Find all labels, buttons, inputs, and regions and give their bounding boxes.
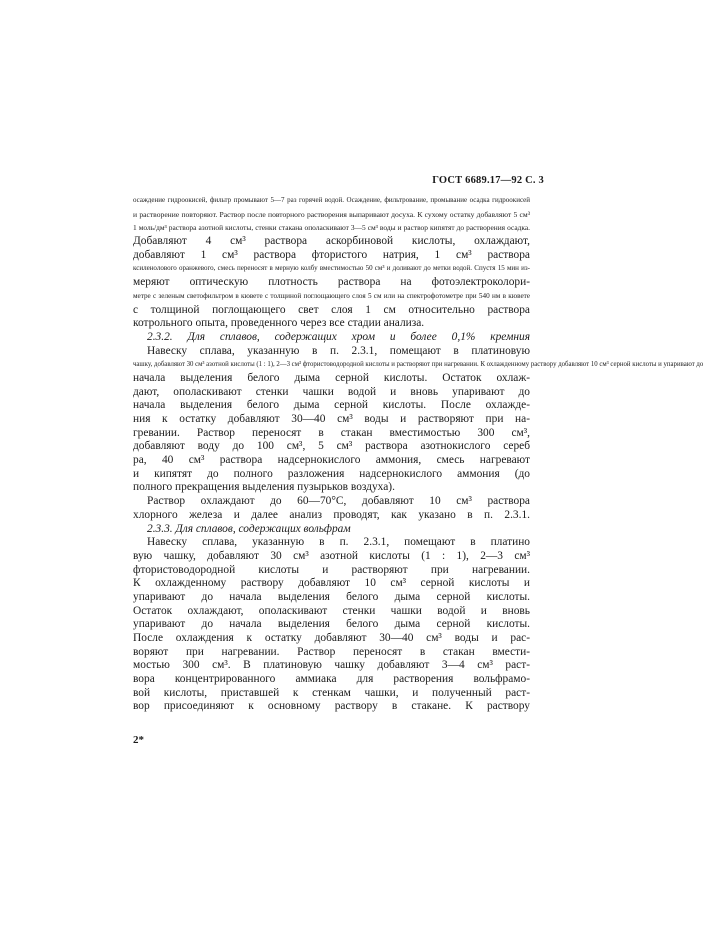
text-line: добавляют 1 см³ раствора фтористого натрия, 1 см³ раствора bbox=[133, 248, 530, 261]
text-line: После охлаждения к остатку добавляют 30—40 см³ воды и рас- bbox=[133, 632, 530, 644]
text-line: и кипятят до полного разложения надсернокислого аммония (до bbox=[133, 467, 530, 480]
text-line: Остаток охлаждают, ополаскивают стенки чашки водой и вновь bbox=[133, 604, 530, 617]
text-line: вой кислоты, приставшей к стенкам чашки, и полученный раст- bbox=[133, 686, 530, 699]
text-line: вора концентрированного аммиака для растворения вольфрамо- bbox=[133, 673, 530, 686]
text-line: упаривают до начала выделения белого дыма серной кислоты. bbox=[133, 618, 530, 631]
text-line: 1 моль/дм³ раствора азотной кислоты, стенки стакана ополаскивают 3—5 см³ воды и раствор кипятят до растворения осадка. bbox=[133, 223, 530, 233]
text-line: ра, 40 см³ раствора надсернокислого аммония, смесь нагревают bbox=[133, 454, 530, 467]
text-line: гревании. Раствор переносят в стакан вместимостью 300 см³, bbox=[133, 426, 530, 439]
text-line: дают, ополаскивают стенки чашки водой и вновь упаривают до bbox=[133, 385, 530, 398]
text-line: чашку, добавляют 30 см³ азотной кислоты (1 : 1), 2—3 см³ фтористоводородной кислоты и растворяют при нагревании. К охлажденному раствору добавляют 10 см³ серной кислоты и упаривают до bbox=[133, 361, 703, 369]
text-line: добавляют воду до 100 см³, 5 см³ раствора азотнокислого сереб bbox=[133, 440, 530, 453]
text-line: воряют при нагревании. Раствор переносят в стакан вмести- bbox=[133, 645, 530, 658]
text-line: фтористоводородной кислоты и растворяют при нагревании. bbox=[133, 563, 530, 576]
section-heading: 2.3.2. Для сплавов, содержащих хром и более 0,1% кремния bbox=[147, 330, 530, 343]
text-line: ксиленолового оранжевого, смесь переносят в мерную колбу вместимостью 50 см³ и доливают до метки водой. Спустя 15 мин из- bbox=[133, 264, 530, 273]
text-line: мостью 300 см³. В платиновую чашку добавляют 3—4 см³ раст- bbox=[133, 659, 530, 672]
text-line: вор присоединяют к основному раствору в стакане. К раствору bbox=[133, 700, 530, 713]
text-line: ния к остатку добавляют 30—40 см³ воды и растворяют при на- bbox=[133, 413, 530, 425]
text-line: меряют оптическую плотность раствора на фотоэлектроколори- bbox=[133, 276, 530, 289]
text-line: начала выделения белого дыма серной кислоты. После охлажде- bbox=[133, 399, 530, 412]
text-line: Навеску сплава, указанную в п. 2.3.1, помещают в платино bbox=[147, 536, 530, 549]
text-line: полного прекращения выделения пузырьков воздуха). bbox=[133, 481, 395, 494]
page-header: ГОСТ 6689.17—92 С. 3 bbox=[432, 175, 544, 186]
text-line: и растворение повторяют. Раствор после повторного растворения выпаривают досуха. К сухому остатку добавляют 5 см³ bbox=[133, 209, 530, 219]
text-line: осаждение гидроокисей, фильтр промывают 5—7 раз горячей водой. Осаждение, фильтрование, промывание осадка гидроокисей bbox=[133, 196, 530, 204]
text-line: хлорного железа и далее анализ проводят, как указано в п. 2.3.1. bbox=[133, 508, 530, 521]
text-line: Навеску сплава, указанную в п. 2.3.1, помещают в платиновую bbox=[147, 344, 530, 357]
text-line: Раствор охлаждают до 60—70°С, добавляют 10 см³ раствора bbox=[147, 495, 530, 508]
text-line: Добавляют 4 см³ раствора аскорбиновой кислоты, охлаждают, bbox=[133, 235, 530, 248]
page-signature-mark: 2* bbox=[133, 734, 144, 746]
section-heading: 2.3.3. Для сплавов, содержащих вольфрам bbox=[147, 522, 351, 535]
text-line: котрольного опыта, проведенного через все стадии анализа. bbox=[133, 317, 425, 330]
text-line: начала выделения белого дыма серной кислоты. Остаток охлаж- bbox=[133, 371, 530, 384]
text-line: упаривают до начала выделения белого дыма серной кислоты. bbox=[133, 590, 530, 603]
document-body bbox=[133, 194, 703, 714]
text-line: с толщиной поглощающего свет слоя 1 см относительно раствора bbox=[133, 303, 530, 316]
text-line: метре с зеленым светофильтром в кювете с толщиной поглощающего слоя 5 см или на спектрофотометре при 540 нм в кювете bbox=[133, 291, 530, 300]
text-line: вую чашку, добавляют 30 см³ азотной кислоты (1 : 1), 2—3 см³ bbox=[133, 549, 530, 562]
text-line: К охлажденному раствору добавляют 10 см³ серной кислоты и bbox=[133, 577, 530, 590]
